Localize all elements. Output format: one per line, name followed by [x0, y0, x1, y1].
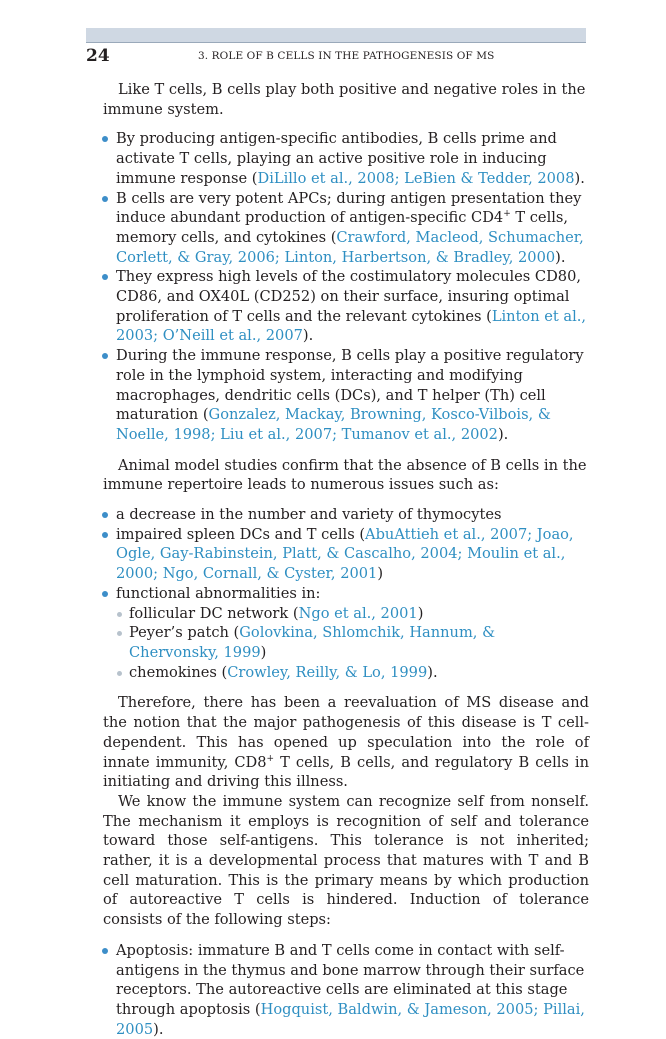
page-header — [86, 28, 586, 68]
paragraph-tolerance: We know the immune system can recognize self from nonself. The mechanism it employs is recognition of self and tolerance toward those self-antigens. This tolerance is not inherited; rather, it is a developmental process that matures with T and B cell maturation. This is the primary means by which production of autoreactive T cells is hindered. Induction of tolerance consists of the following steps: — [103, 792, 589, 929]
citation-link[interactable]: Linton et al., 2003; O’Neill et al., 2007 — [116, 307, 587, 345]
paragraph-reevaluation: Therefore, there has been a reevaluation of MS disease and the notion that the major pathogenesis of this disease is T cell-dependent. This has opened up speculation into the role of innate immunity, CD8+ T cells, B cells, and regulatory B cells in initiating and driving this illness. — [103, 694, 590, 791]
paragraph-animal-models: Animal model studies confirm that the absence of B cells in the immune repertoire leads to numerous issues such as: — [103, 456, 587, 494]
list-item: a decrease in the number and variety of thymocytes — [103, 505, 589, 525]
paragraph-intro: Like T cells, B cells play both positive and negative roles in the immune system. — [103, 81, 586, 118]
list-item: functional abnormalities in: follicular DC network (Ngo et al., 2001) Peyer’s patch (Golovkina, Shlomchik, Hannum, & Chervonsky, 1999) chemokines (Crowley, Reilly, & Lo, 1999). — [103, 584, 589, 683]
citation-link[interactable]: Golovkina, Shlomchik, Hannum, & Chervonsky, 1999 — [129, 624, 496, 661]
list-item: Apoptosis: immature B and T cells come in contact with self-antigens in the thymus and bone marrow through their surface receptors. The autoreactive cells are eliminated at this stage through apoptosis (Hogquist, Baldwin, & Jameson, 2005; Pillai, 2005). — [103, 941, 589, 1039]
citation-link[interactable]: AbuAttieh et al., 2007; Joao, Ogle, Gay-Rabinstein, Platt, & Cascalho, 2004; Moulin et al., 2000; Ngo, Cornall, & Cyster, 2001 — [116, 525, 574, 583]
list-item: impaired spleen DCs and T cells (AbuAttieh et al., 2007; Joao, Ogle, Gay-Rabinstein, Platt, & Cascalho, 2004; Moulin et al., 2000; Ngo, Cornall, & Cyster, 2001) — [103, 525, 589, 584]
citation-link[interactable]: Ngo et al., 2001 — [298, 604, 418, 622]
citation-link[interactable]: DiLillo et al., 2008; LeBien & Tedder, 2008 — [257, 169, 575, 187]
list-item: They express high levels of the costimulatory molecules CD80, CD86, and OX40L (CD252) on their surface, insuring optimal proliferation of T cells and the relevant cytokines (Linton et al., 2003; O’Neill et al., 2007). — [103, 267, 589, 346]
citation-link[interactable]: Crawford, Macleod, Schumacher, Corlett, & Gray, 2006; Linton, Harbertson, & Bradley, 2000 — [116, 228, 584, 266]
list-item: During the immune response, B cells play a positive regulatory role in the lymphoid system, interacting and modifying macrophages, dendritic cells (DCs), and T helper (Th) cell maturation (Gonzalez, Mackay, Browning, Kosco-Vilbois, & Noelle, 1998; Liu et al., 2007; Tumanov et al., 2002). — [103, 346, 589, 445]
list-item: B cells are very potent APCs; during antigen presentation they induce abundant production of antigen-specific CD4+ T cells, memory cells, and cytokines (Crawford, Macleod, Schumacher, Corlett, & Gray, 2006; Linton, Harbertson, & Bradley, 2000). — [103, 189, 589, 268]
bullet-list-b-cell-roles — [103, 129, 589, 444]
header-rule — [86, 42, 586, 43]
page-number: 24 — [86, 46, 110, 66]
bullet-list-tolerance-steps — [103, 941, 589, 1039]
sub-list-item: follicular DC network (Ngo et al., 2001) — [116, 604, 589, 624]
sub-list-item: chemokines (Crowley, Reilly, & Lo, 1999). — [116, 663, 589, 683]
citation-link[interactable]: Crowley, Reilly, & Lo, 1999 — [227, 663, 428, 681]
citation-link[interactable]: Gonzalez, Mackay, Browning, Kosco-Vilbois, & Noelle, 1998; Liu et al., 2007; Tumanov et al., 2002 — [116, 406, 551, 443]
sub-list-item: Peyer’s patch (Golovkina, Shlomchik, Hannum, & Chervonsky, 1999) — [116, 623, 589, 662]
running-title: 3. ROLE OF B CELLS IN THE PATHOGENESIS OF MS — [198, 50, 495, 62]
citation-link[interactable]: Hogquist, Baldwin, & Jameson, 2005; Pillai, 2005 — [116, 1000, 585, 1038]
page-body — [103, 80, 589, 1039]
bullet-list-issues — [103, 505, 589, 682]
list-item: By producing antigen-specific antibodies, B cells prime and activate T cells, playing an active positive role in inducing immune response (DiLillo et al., 2008; LeBien & Tedder, 2008). — [103, 129, 589, 188]
sub-bullet-list — [116, 604, 589, 683]
header-bar — [86, 28, 586, 42]
